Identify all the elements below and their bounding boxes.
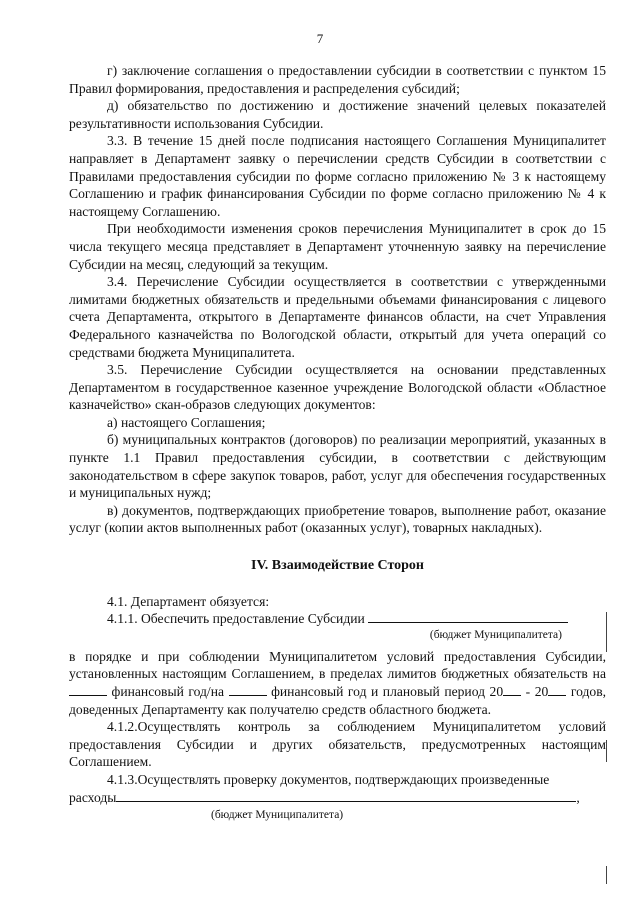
blank-year-2 xyxy=(229,683,267,696)
scan-artifact-line xyxy=(606,612,607,652)
blank-year-4 xyxy=(548,683,566,696)
budget-fill-line-1 xyxy=(368,610,568,623)
page-number: 7 xyxy=(316,31,324,46)
section-heading: IV. Взаимодействие Сторон xyxy=(251,558,424,574)
paragraph-clause-4-1-3-line1: 4.1.3.Осуществлять проверку документов, подтверждающих произведенные xyxy=(107,771,550,787)
expenses-fill-line xyxy=(116,789,576,802)
clause-4-1-1-part1: в порядке и при соблюдении Муниципалитетом условий предоставления Субсидии, установленных настоящим Соглашением, в пределах лимитов бюджетных обязательств на xyxy=(69,648,606,682)
paragraph-clause-3-3: 3.3. В течение 15 дней после подписания настоящего Соглашения Муниципалитет направляет в Департамент заявку о перечислении средств Субсидии в соответствии с Правилами предоставления субсидии по форме согласно приложению № 3 к настоящему Соглашению и график финансирования Субсидии по форме согласно приложению № 4 к настоящему Соглашению. xyxy=(69,133,606,219)
scan-artifact-line xyxy=(606,866,607,884)
blank-year-3 xyxy=(503,683,521,696)
paragraph-subitem-d: д) обязательство по достижению и достижение значений целевых показателей результативности использования Субсидии. xyxy=(69,98,606,131)
clause-4-1-1-part2: финансовый год/на xyxy=(111,684,225,699)
paragraph-subitem-g: г) заключение соглашения о предоставлении субсидии в соответствии с пунктом 15 Правил формирования, предоставления и распределения субсидий; xyxy=(69,63,606,96)
paragraph-clause-3-5: 3.5. Перечисление Субсидии осуществляется на основании представленных Департаментом в государственное казенное учреждение Вологодской области «Областное казначейство» скан-образов следующих документов: xyxy=(69,362,606,413)
clause-4-1-3-comma: , xyxy=(576,789,580,805)
clause-4-1-3-expenses-label: расходы xyxy=(69,789,117,805)
document-body xyxy=(69,62,606,822)
paragraph-clause-4-1-1-start xyxy=(69,610,606,628)
paragraph-clause-3-4: 3.4. Перечисление Субсидии осуществляется в соответствии с утвержденными лимитами бюджетных обязательств и предельными объемами финансирования с лицевого счета Департамента, открытого в Департаменте финансов области, на счет Управления Федерального казначейства по Вологодской области, открытый для учета операций со средствами бюджета Муниципалитета. xyxy=(69,274,606,360)
paragraph-subitem-a: а) настоящего Соглашения; xyxy=(107,414,266,430)
caption-budget-2: (бюджет Муниципалитета) xyxy=(211,809,344,822)
paragraph-subitem-b: б) муниципальных контрактов (договоров) по реализации мероприятий, указанных в пункте 1.1 Правил предоставления субсидии, в соответствии с действующим законодательством в сфере закупок товаров, работ, услуг для обеспечения государственных и муниципальных нужд; xyxy=(69,432,606,501)
clause-4-1-1-part5: годов, доведенных Департаменту как получателю средств областного бюджета. xyxy=(69,684,607,717)
clause-4-1-1-part4: - 20 xyxy=(525,684,549,699)
paragraph-clause-4-1: 4.1. Департамент обязуется: xyxy=(107,593,270,609)
caption-budget-1: (бюджет Муниципалитета) xyxy=(429,628,562,641)
paragraph-clause-4-1-1-cont xyxy=(69,648,606,718)
scan-artifact-line xyxy=(606,740,607,762)
paragraph-clause-4-1-2: 4.1.2.Осуществлять контроль за соблюдением Муниципалитетом условий предоставления Субсидии и других обязательств, предусмотренных настоящим Соглашением. xyxy=(69,719,606,770)
blank-year-1 xyxy=(69,683,107,696)
clause-4-1-1-text: 4.1.1. Обеспечить предоставление Субсидии xyxy=(107,611,365,627)
paragraph-subitem-v: в) документов, подтверждающих приобретение товаров, выполнение работ, оказание услуг (копии актов выполненных работ (оказанных услуг), товарных накладных). xyxy=(69,502,606,536)
paragraph-schedule-change: При необходимости изменения сроков перечисления Муниципалитет в срок до 15 числа текущего месяца представляет в Департамент уточненную заявку на перечисление Субсидии на месяц, следующий за текущим. xyxy=(69,221,606,272)
paragraph-clause-4-1-3-line2 xyxy=(69,789,606,807)
clause-4-1-1-part3: финансовый год и плановый период 20 xyxy=(271,684,504,699)
